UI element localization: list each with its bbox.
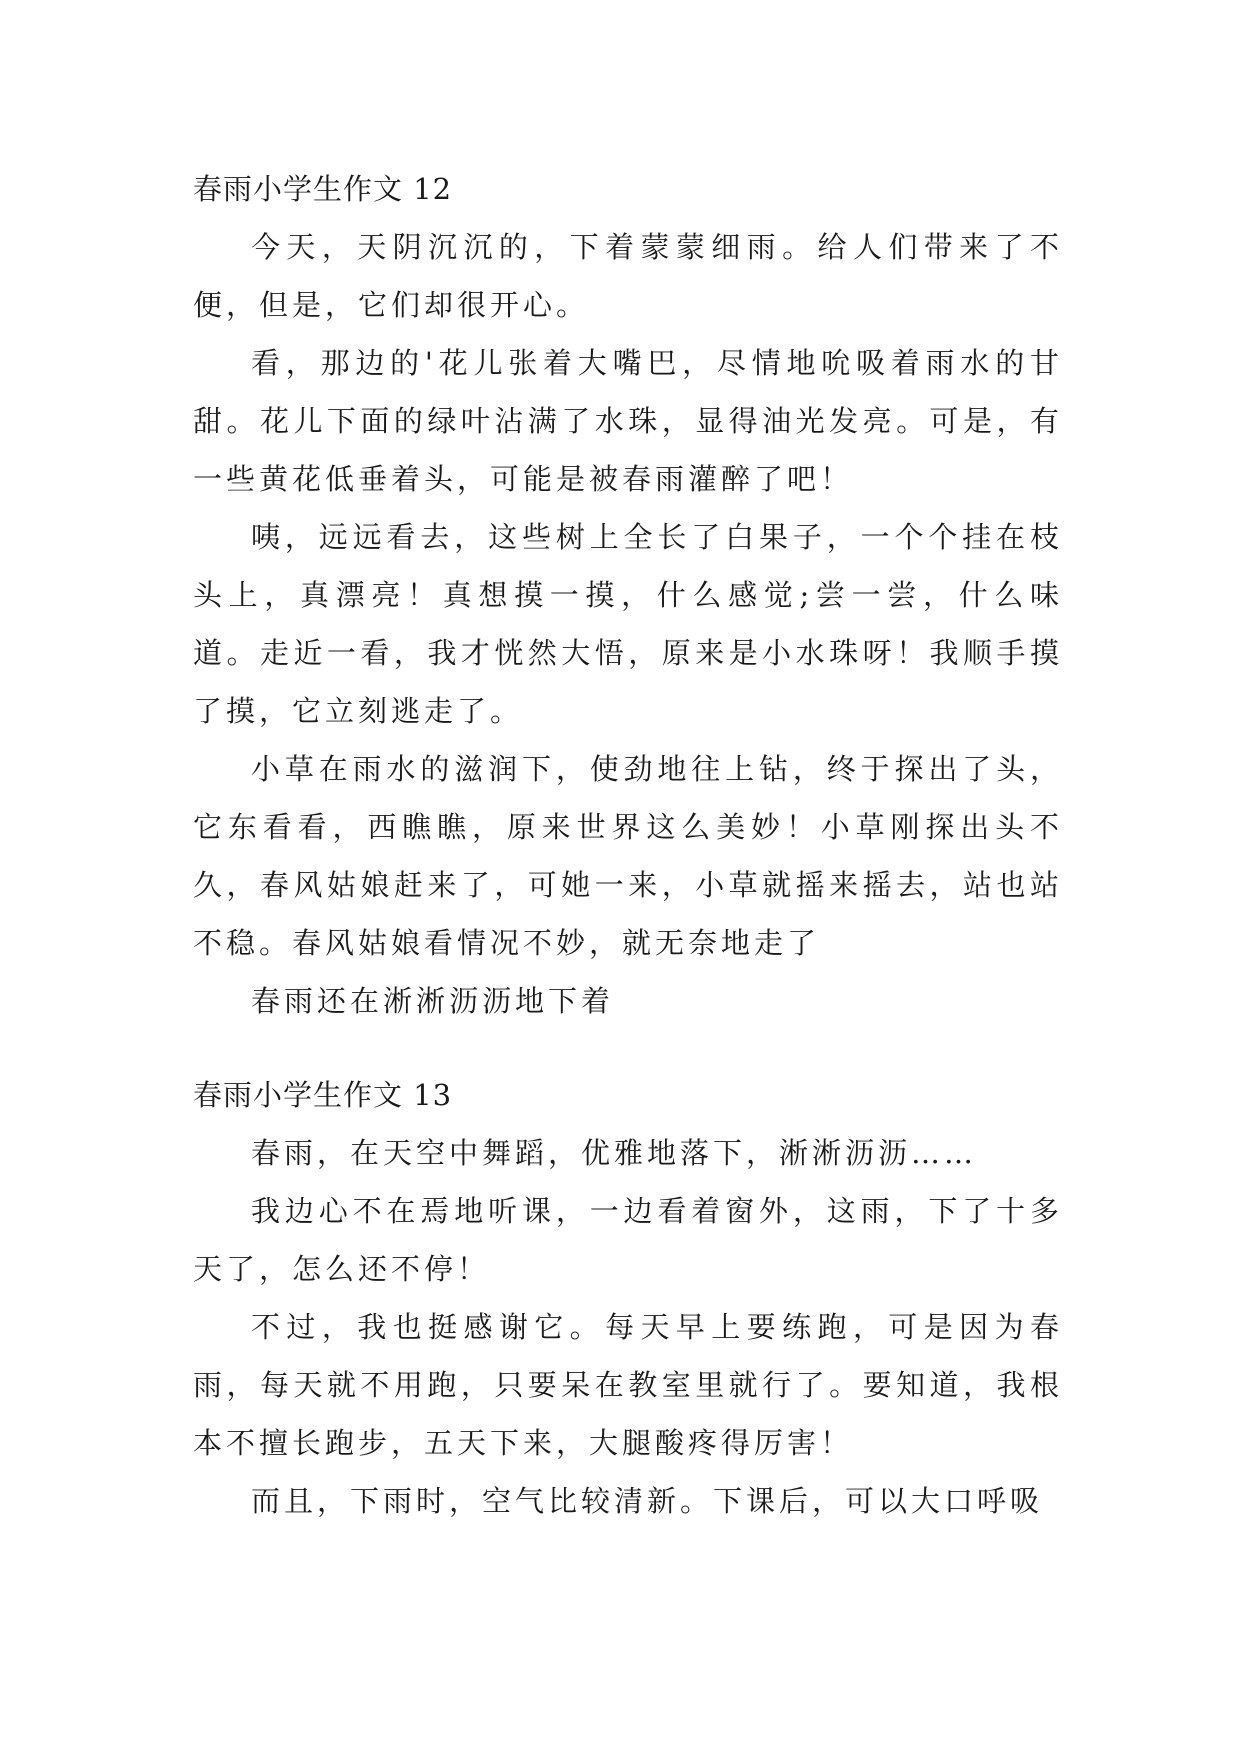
essay-paragraph: 我边心不在焉地听课，一边看着窗外，这雨，下了十多天了，怎么还不停！ [193,1194,1063,1286]
essay-paragraph: 春雨，在天空中舞蹈，优雅地落下，淅淅沥沥…… [251,1136,978,1170]
essay-paragraph: 今天，天阴沉沉的，下着蒙蒙细雨。给人们带来了不便，但是，它们却很开心。 [193,230,1063,322]
essay-title: 春雨小学生作文 12 [193,172,453,206]
document-page [193,160,1063,1530]
essay-section-13 [193,1066,1063,1530]
essay-paragraph: 不过，我也挺感谢它。每天早上要练跑，可是因为春雨，每天就不用跑，只要呆在教室里就行了。要知道，我根本不擅长跑步，五天下来，大腿酸疼得厉害！ [193,1310,1063,1460]
essay-paragraph: 咦，远远看去，这些树上全长了白果子，一个个挂在枝头上，真漂亮！真想摸一摸，什么感觉;尝一尝，什么味道。走近一看，我才恍然大悟，原来是小水珠呀！我顺手摸了摸，它立刻逃走了。 [193,520,1063,728]
essay-paragraph: 春雨还在淅淅沥沥地下着 [251,984,615,1018]
essay-section-12 [193,160,1063,1030]
essay-paragraph: 而且，下雨时，空气比较清新。下课后，可以大口呼吸 [251,1484,1044,1518]
essay-paragraph: 小草在雨水的滋润下，使劲地往上钻，终于探出了头，它东看看，西瞧瞧，原来世界这么美妙！小草刚探出头不久，春风姑娘赶来了，可她一来，小草就摇来摇去，站也站不稳。春风姑娘看情况不妙，就无奈地走了 [193,752,1063,960]
essay-paragraph: 看，那边的'花儿张着大嘴巴，尽情地吮吸着雨水的甘甜。花儿下面的绿叶沾满了水珠，显得油光发亮。可是，有一些黄花低垂着头，可能是被春雨灌醉了吧！ [193,346,1063,496]
essay-title: 春雨小学生作文 13 [193,1078,453,1112]
